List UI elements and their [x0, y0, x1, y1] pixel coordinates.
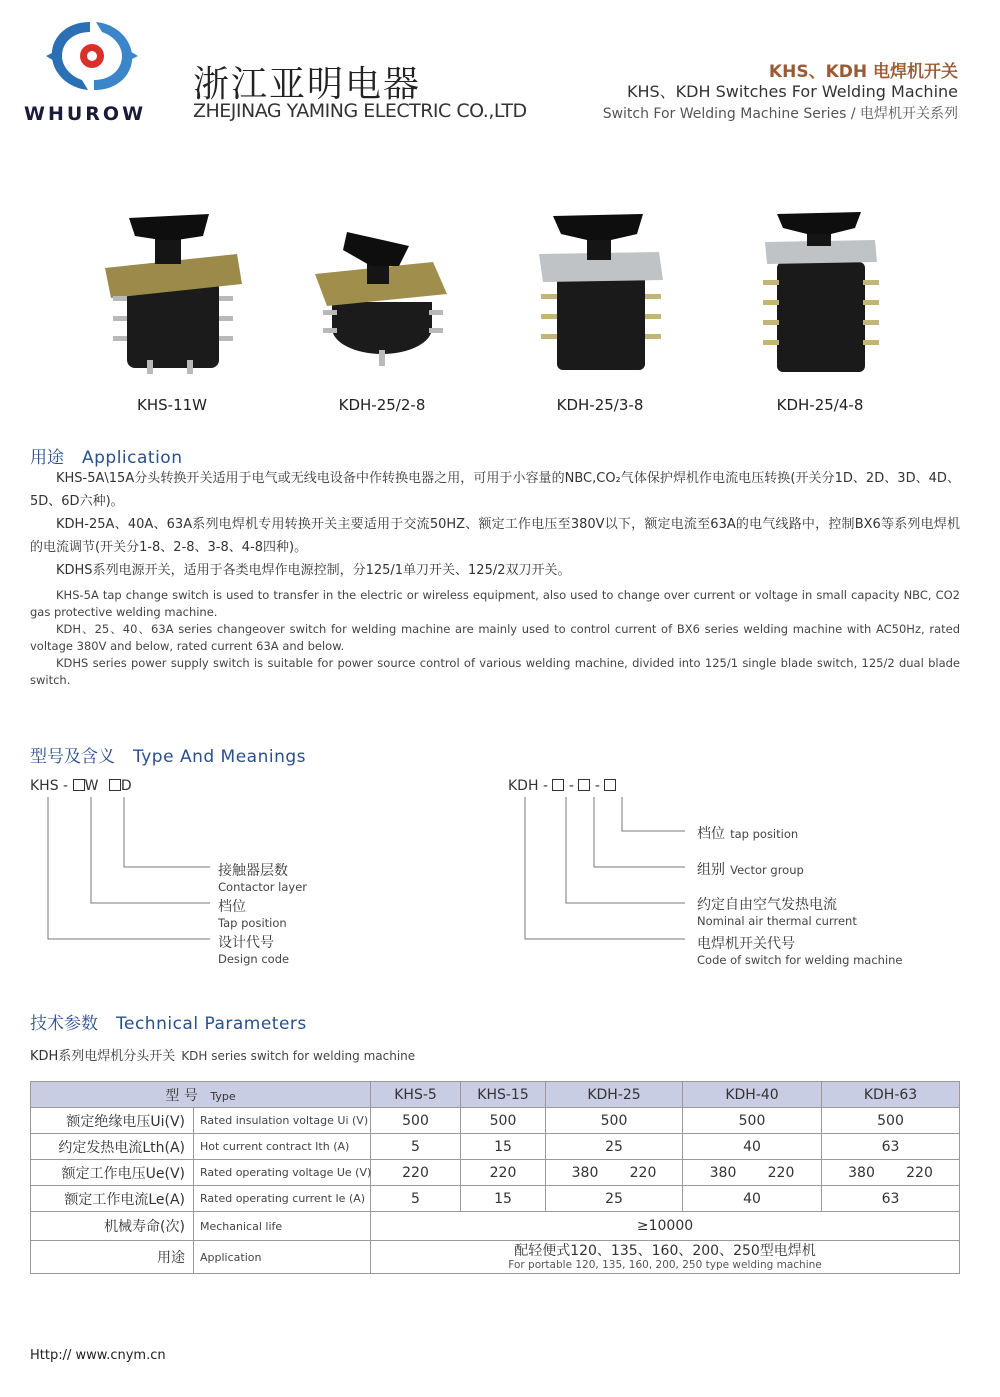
khs-label-cn: 档位	[218, 899, 246, 915]
kdh-code	[508, 778, 616, 794]
row-label-cn: 机械寿命(次)	[31, 1212, 194, 1241]
code-box	[604, 779, 616, 791]
khs-label-cn: 接触器层数	[218, 863, 288, 879]
khs-label-en: Tap position	[218, 916, 287, 930]
product-caption: KDH-25/3-8	[556, 396, 644, 414]
khs-prefix: KHS -	[30, 778, 69, 794]
header-col: KHS-5	[371, 1082, 461, 1108]
cell: 25	[546, 1134, 683, 1160]
table-row	[31, 1108, 960, 1134]
cell-value: 220	[767, 1164, 795, 1181]
application-heading-en: Application	[82, 448, 183, 468]
cell: 63	[822, 1134, 960, 1160]
tech-subheading-cn: KDH系列电焊机分头开关	[30, 1049, 176, 1064]
cell-pair	[822, 1160, 960, 1186]
header-col: KDH-40	[683, 1082, 822, 1108]
kdh-prefix: KDH -	[508, 778, 548, 794]
cell-pair	[546, 1160, 683, 1186]
product-caption: KDH-25/4-8	[776, 396, 864, 414]
spec-table	[30, 1081, 960, 1274]
application-en-1: KHS-5A tap change switch is used to transfer in the electric or wireless equipment, also used to change over current or voltage in small capacity NBC, CO2 gas protective welding machine.	[30, 588, 960, 619]
table-row	[31, 1186, 960, 1212]
company-name-en: ZHEJINAG YAMING ELECTRIC CO.,LTD	[193, 100, 527, 122]
kdh-label-cn: 档位	[697, 826, 725, 842]
row-label-en: Rated operating voltage Ue (V)	[194, 1160, 371, 1186]
table-header-row	[31, 1082, 960, 1108]
cell-application	[371, 1241, 960, 1274]
header-title-cn: KHS、KDH 电焊机开关	[768, 62, 958, 82]
tech-heading	[30, 1009, 307, 1034]
cell-value: 380	[848, 1164, 875, 1181]
header-type-cn: 型 号	[165, 1087, 198, 1104]
application-value-cn: 配轻便式120、135、160、200、250型电焊机	[514, 1243, 816, 1259]
cell: 500	[461, 1108, 546, 1134]
khs-d: D	[120, 778, 132, 794]
application-en-3: KDHS series power supply switch is suitable for power source control of various welding machine, divided into 125/1 single blade switch, 125/2 dual blade switch.	[30, 656, 960, 687]
header-type	[31, 1082, 371, 1108]
kdh-label-2	[697, 859, 804, 879]
application-value-en: For portable 120, 135, 160, 200, 250 type welding machine	[508, 1259, 822, 1271]
application-heading-cn: 用途	[30, 448, 64, 468]
cell: 500	[822, 1108, 960, 1134]
cell-value: 220	[629, 1164, 657, 1181]
row-label-en: Application	[194, 1241, 371, 1274]
application-para-2: KDH-25A、40A、63A系列电焊机专用转换开关主要适用于交流50HZ、额定工作电压至380V以下，额定电流至63A的电气线路中，控制BX6等系列电焊机的电流调节(开关分1-8、2-8、3-8、4-8四种)。	[30, 517, 960, 555]
type-meanings-heading-cn: 型号及含义	[30, 747, 115, 767]
cell: 500	[546, 1108, 683, 1134]
cell: 15	[461, 1134, 546, 1160]
khs-label-1	[218, 860, 307, 894]
tech-subheading-en: KDH series switch for welding machine	[181, 1049, 416, 1063]
cell-mechanical-life: ≥10000	[371, 1212, 960, 1241]
code-box	[552, 779, 564, 791]
kdh-label-cn: 约定自由空气发热电流	[697, 897, 837, 913]
code-box	[578, 779, 590, 791]
product-caption: KDH-25/2-8	[338, 396, 426, 414]
table-row	[31, 1160, 960, 1186]
cell: 40	[683, 1134, 822, 1160]
cell: 220	[461, 1160, 546, 1186]
khs-label-3	[218, 932, 289, 966]
khs-label-en: Contactor layer	[218, 880, 308, 894]
row-label-en: Rated insulation voltage Ui (V)	[194, 1108, 371, 1134]
tech-heading-en: Technical Parameters	[116, 1014, 307, 1034]
logo-text: WHUROW	[24, 103, 147, 125]
footer-url[interactable]: Http:// www.cnym.cn	[30, 1348, 166, 1363]
kdh-label-1	[697, 823, 798, 843]
row-label-en: Hot current contract Ith (A)	[194, 1134, 371, 1160]
cell: 40	[683, 1186, 822, 1212]
cell-value: 380	[571, 1164, 599, 1181]
cell-pair	[683, 1160, 822, 1186]
kdh-label-en: tap position	[730, 827, 799, 841]
khs-label-2	[218, 896, 287, 930]
header-title-en: KHS、KDH Switches For Welding Machine	[627, 82, 958, 101]
kdh-dash: -	[594, 778, 600, 794]
row-label-cn: 额定绝缘电压Ui(V)	[31, 1108, 194, 1134]
header-col: KDH-25	[546, 1082, 683, 1108]
row-label-cn: 额定工作电流Le(A)	[31, 1186, 194, 1212]
tech-subheading	[30, 1045, 415, 1064]
header-series: Switch For Welding Machine Series / 电焊机开关系列	[602, 106, 958, 122]
cell: 220	[371, 1160, 461, 1186]
khs-label-en: Design code	[218, 952, 290, 966]
row-label-en: Mechanical life	[194, 1212, 371, 1241]
header-type-en: Type	[210, 1089, 236, 1103]
row-label-cn: 用途	[31, 1241, 194, 1274]
header-col: KDH-63	[822, 1082, 960, 1108]
kdh-label-cn: 组别	[697, 862, 725, 878]
kdh-label-3	[697, 894, 857, 928]
cell: 5	[371, 1134, 461, 1160]
product-caption: KHS-11W	[137, 396, 207, 414]
row-label-en: Rated operating current Ie (A)	[194, 1186, 371, 1212]
header-col: KHS-15	[461, 1082, 546, 1108]
khs-label-cn: 设计代号	[218, 935, 274, 951]
cell: 25	[546, 1186, 683, 1212]
cell: 63	[822, 1186, 960, 1212]
cell: 5	[371, 1186, 461, 1212]
application-en-2: KDH、25、40、63A series changeover switch for welding machine are mainly used to control current of BX6 series welding machine with AC50Hz, rated voltage 380V and below, rated current 63A and below.	[30, 622, 960, 653]
type-meanings-heading-en: Type And Meanings	[133, 747, 307, 767]
cell-value: 380	[709, 1164, 737, 1181]
khs-w: W	[84, 778, 99, 794]
table-row	[31, 1212, 960, 1241]
kdh-dash: -	[568, 778, 574, 794]
company-name-cn: 浙江亚明电器	[193, 64, 422, 105]
table-row	[31, 1134, 960, 1160]
application-para-3: KDHS系列电源开关，适用于各类电焊作电源控制，分125/1单刀开关、125/2双刀开关。	[56, 563, 571, 578]
kdh-label-en: Nominal air thermal current	[697, 914, 857, 928]
kdh-label-en: Vector group	[730, 863, 804, 877]
kdh-label-en: Code of switch for welding machine	[697, 953, 903, 967]
kdh-label-cn: 电焊机开关代号	[697, 936, 795, 952]
cell: 500	[683, 1108, 822, 1134]
cell-value: 220	[906, 1164, 933, 1181]
cell: 15	[461, 1186, 546, 1212]
row-label-cn: 约定发热电流Lth(A)	[31, 1134, 194, 1160]
table-row	[31, 1241, 960, 1274]
cell: 500	[371, 1108, 461, 1134]
application-para-1: KHS-5A\15A分头转换开关适用于电气或无线电设备中作转换电器之用，可用于小容量的NBC,CO₂气体保护焊机作电流电压转换(开关分1D、2D、3D、4D、5D、6D六种)。	[30, 471, 960, 509]
tech-heading-cn: 技术参数	[30, 1014, 98, 1034]
row-label-cn: 额定工作电压Ue(V)	[31, 1160, 194, 1186]
kdh-label-4	[697, 933, 903, 967]
